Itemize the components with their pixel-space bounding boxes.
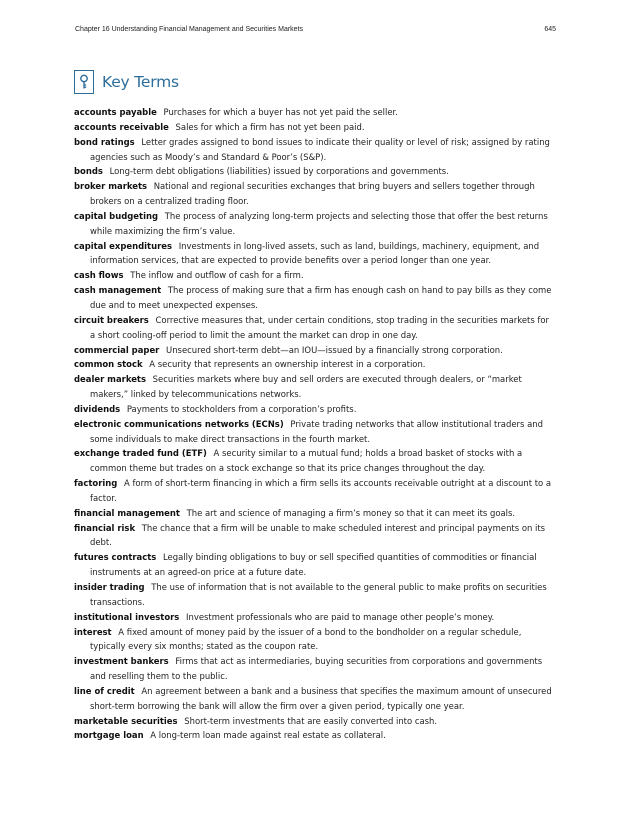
glossary-entry <box>74 105 552 120</box>
key-icon <box>74 70 94 94</box>
glossary-term: bonds <box>74 166 103 177</box>
glossary-entry <box>74 684 552 714</box>
glossary-definition: Securities markets where buy and sell orders are executed through dealers, or “market makers,” linked by telecommunications networks. <box>90 374 522 400</box>
glossary-term: commercial paper <box>74 344 160 355</box>
glossary-definition: A long-term loan made against real estate as collateral. <box>150 730 386 741</box>
glossary-entry <box>74 714 552 729</box>
glossary-definition: Sales for which a firm has not yet been paid. <box>175 121 365 132</box>
glossary-entry <box>74 580 552 610</box>
glossary-definition: Investment professionals who are paid to manage other people’s money. <box>185 611 495 622</box>
key-terms-list <box>74 105 552 743</box>
glossary-definition: National and regional securities exchanges that bring buyers and sellers together through brokers on a centralized trading floor. <box>90 181 535 207</box>
glossary-entry <box>74 313 552 343</box>
glossary-term: electronic communications networks (ECNs) <box>74 418 284 429</box>
glossary-entry <box>74 417 552 447</box>
glossary-definition: Private trading networks that allow institutional traders and some individuals to make direct transactions in the fourth market. <box>90 418 543 444</box>
glossary-definition: Long-term debt obligations (liabilities) issued by corporations and governments. <box>109 166 449 177</box>
glossary-term: institutional investors <box>74 611 180 622</box>
glossary-entry <box>74 239 552 269</box>
glossary-entry <box>74 402 552 417</box>
glossary-entry <box>74 446 552 476</box>
running-head <box>75 26 556 33</box>
glossary-entry <box>74 372 552 402</box>
glossary-definition: Firms that act as intermediaries, buying securities from corporations and governments and reselling them to the public. <box>90 656 543 682</box>
glossary-definition: Letter grades assigned to bond issues to indicate their quality or level of risk; assigned by rating agencies such as Moody’s and Standard & Poor’s (S&P). <box>90 136 550 162</box>
glossary-entry <box>74 654 552 684</box>
glossary-entry <box>74 283 552 313</box>
glossary-term: interest <box>74 626 112 637</box>
glossary-entry <box>74 728 552 743</box>
glossary-term: accounts receivable <box>74 121 169 132</box>
glossary-term: dividends <box>74 403 121 414</box>
glossary-entry <box>74 268 552 283</box>
chapter-title: Chapter 16 Understanding Financial Management and Securities Markets <box>75 26 304 33</box>
glossary-entry <box>74 610 552 625</box>
glossary-term: investment bankers <box>74 656 169 667</box>
glossary-definition: A security that represents an ownership interest in a corporation. <box>149 359 426 370</box>
glossary-entry <box>74 521 552 551</box>
glossary-term: broker markets <box>74 181 148 192</box>
glossary-entry <box>74 120 552 135</box>
glossary-definition: Purchases for which a buyer has not yet paid the seller. <box>163 107 398 117</box>
glossary-term: dealer markets <box>74 374 146 385</box>
glossary-entry <box>74 506 552 521</box>
glossary-entry <box>74 625 552 655</box>
glossary-term: circuit breakers <box>74 314 149 325</box>
glossary-definition: The process of making sure that a firm has enough cash on hand to pay bills as they come due and to meet unexpected expenses. <box>90 285 552 310</box>
glossary-definition: Short-term investments that are easily converted into cash. <box>184 715 438 726</box>
glossary-term: factoring <box>74 478 118 489</box>
section-heading <box>74 70 179 94</box>
glossary-entry <box>74 357 552 372</box>
page-number: 645 <box>544 26 556 33</box>
glossary-entry <box>74 550 552 580</box>
glossary-definition: Unsecured short-term debt—an IOU—issued by a financially strong corporation. <box>166 344 503 355</box>
glossary-term: insider trading <box>74 582 145 592</box>
glossary-term: accounts payable <box>74 107 157 117</box>
glossary-definition: A form of short-term financing in which a firm sells its accounts receivable outright at a discount to a factor. <box>90 478 552 503</box>
glossary-entry <box>74 164 552 179</box>
glossary-term: capital expenditures <box>74 240 172 251</box>
glossary-definition: The art and science of managing a firm’s money so that it can meet its goals. <box>186 507 516 518</box>
glossary-term: exchange traded fund (ETF) <box>74 448 207 459</box>
glossary-term: mortgage loan <box>74 730 144 741</box>
glossary-term: cash management <box>74 285 162 296</box>
glossary-definition: The use of information that is not available to the general public to make profits on securities transactions. <box>90 582 547 607</box>
glossary-definition: Payments to stockholders from a corporation’s profits. <box>126 403 357 414</box>
glossary-term: marketable securities <box>74 715 178 726</box>
glossary-term: futures contracts <box>74 552 157 563</box>
glossary-entry <box>74 343 552 358</box>
glossary-definition: A security similar to a mutual fund; holds a broad basket of stocks with a common theme but trades on a stock exchange so that its price changes throughout the day. <box>90 448 523 474</box>
glossary-term: bond ratings <box>74 136 135 147</box>
glossary-term: common stock <box>74 359 143 370</box>
section-title: Key Terms <box>102 73 179 91</box>
glossary-entry <box>74 476 552 506</box>
glossary-definition: The process of analyzing long-term projects and selecting those that offer the best returns while maximizing the firm’s value. <box>90 210 548 236</box>
glossary-definition: The inflow and outflow of cash for a firm. <box>130 270 304 281</box>
glossary-definition: An agreement between a bank and a business that specifies the maximum amount of unsecured short-term borrowing the bank will allow the firm over a given period, typically one year. <box>90 685 552 711</box>
glossary-definition: A fixed amount of money paid by the issuer of a bond to the bondholder on a regular schedule, typically every six months; stated as the coupon rate. <box>90 626 522 652</box>
glossary-entry <box>74 179 552 209</box>
glossary-definition: Legally binding obligations to buy or sell specified quantities of commodities or financial instruments at an agreed-on price at a future date. <box>90 552 537 578</box>
glossary-entry <box>74 135 552 165</box>
glossary-term: cash flows <box>74 270 124 281</box>
glossary-term: financial risk <box>74 522 136 533</box>
glossary-definition: The chance that a firm will be unable to make scheduled interest and principal payments on its debt. <box>90 522 546 548</box>
glossary-entry <box>74 209 552 239</box>
glossary-term: line of credit <box>74 685 135 696</box>
glossary-definition: Investments in long-lived assets, such as land, buildings, machinery, equipment, and information services, that are expected to provide benefits over a period longer than one year. <box>90 240 540 266</box>
glossary-term: capital budgeting <box>74 210 159 221</box>
glossary-term: financial management <box>74 507 180 518</box>
glossary-definition: Corrective measures that, under certain conditions, stop trading in the securities markets for a short cooling-off period to limit the amount the market can drop in one day. <box>90 314 549 340</box>
